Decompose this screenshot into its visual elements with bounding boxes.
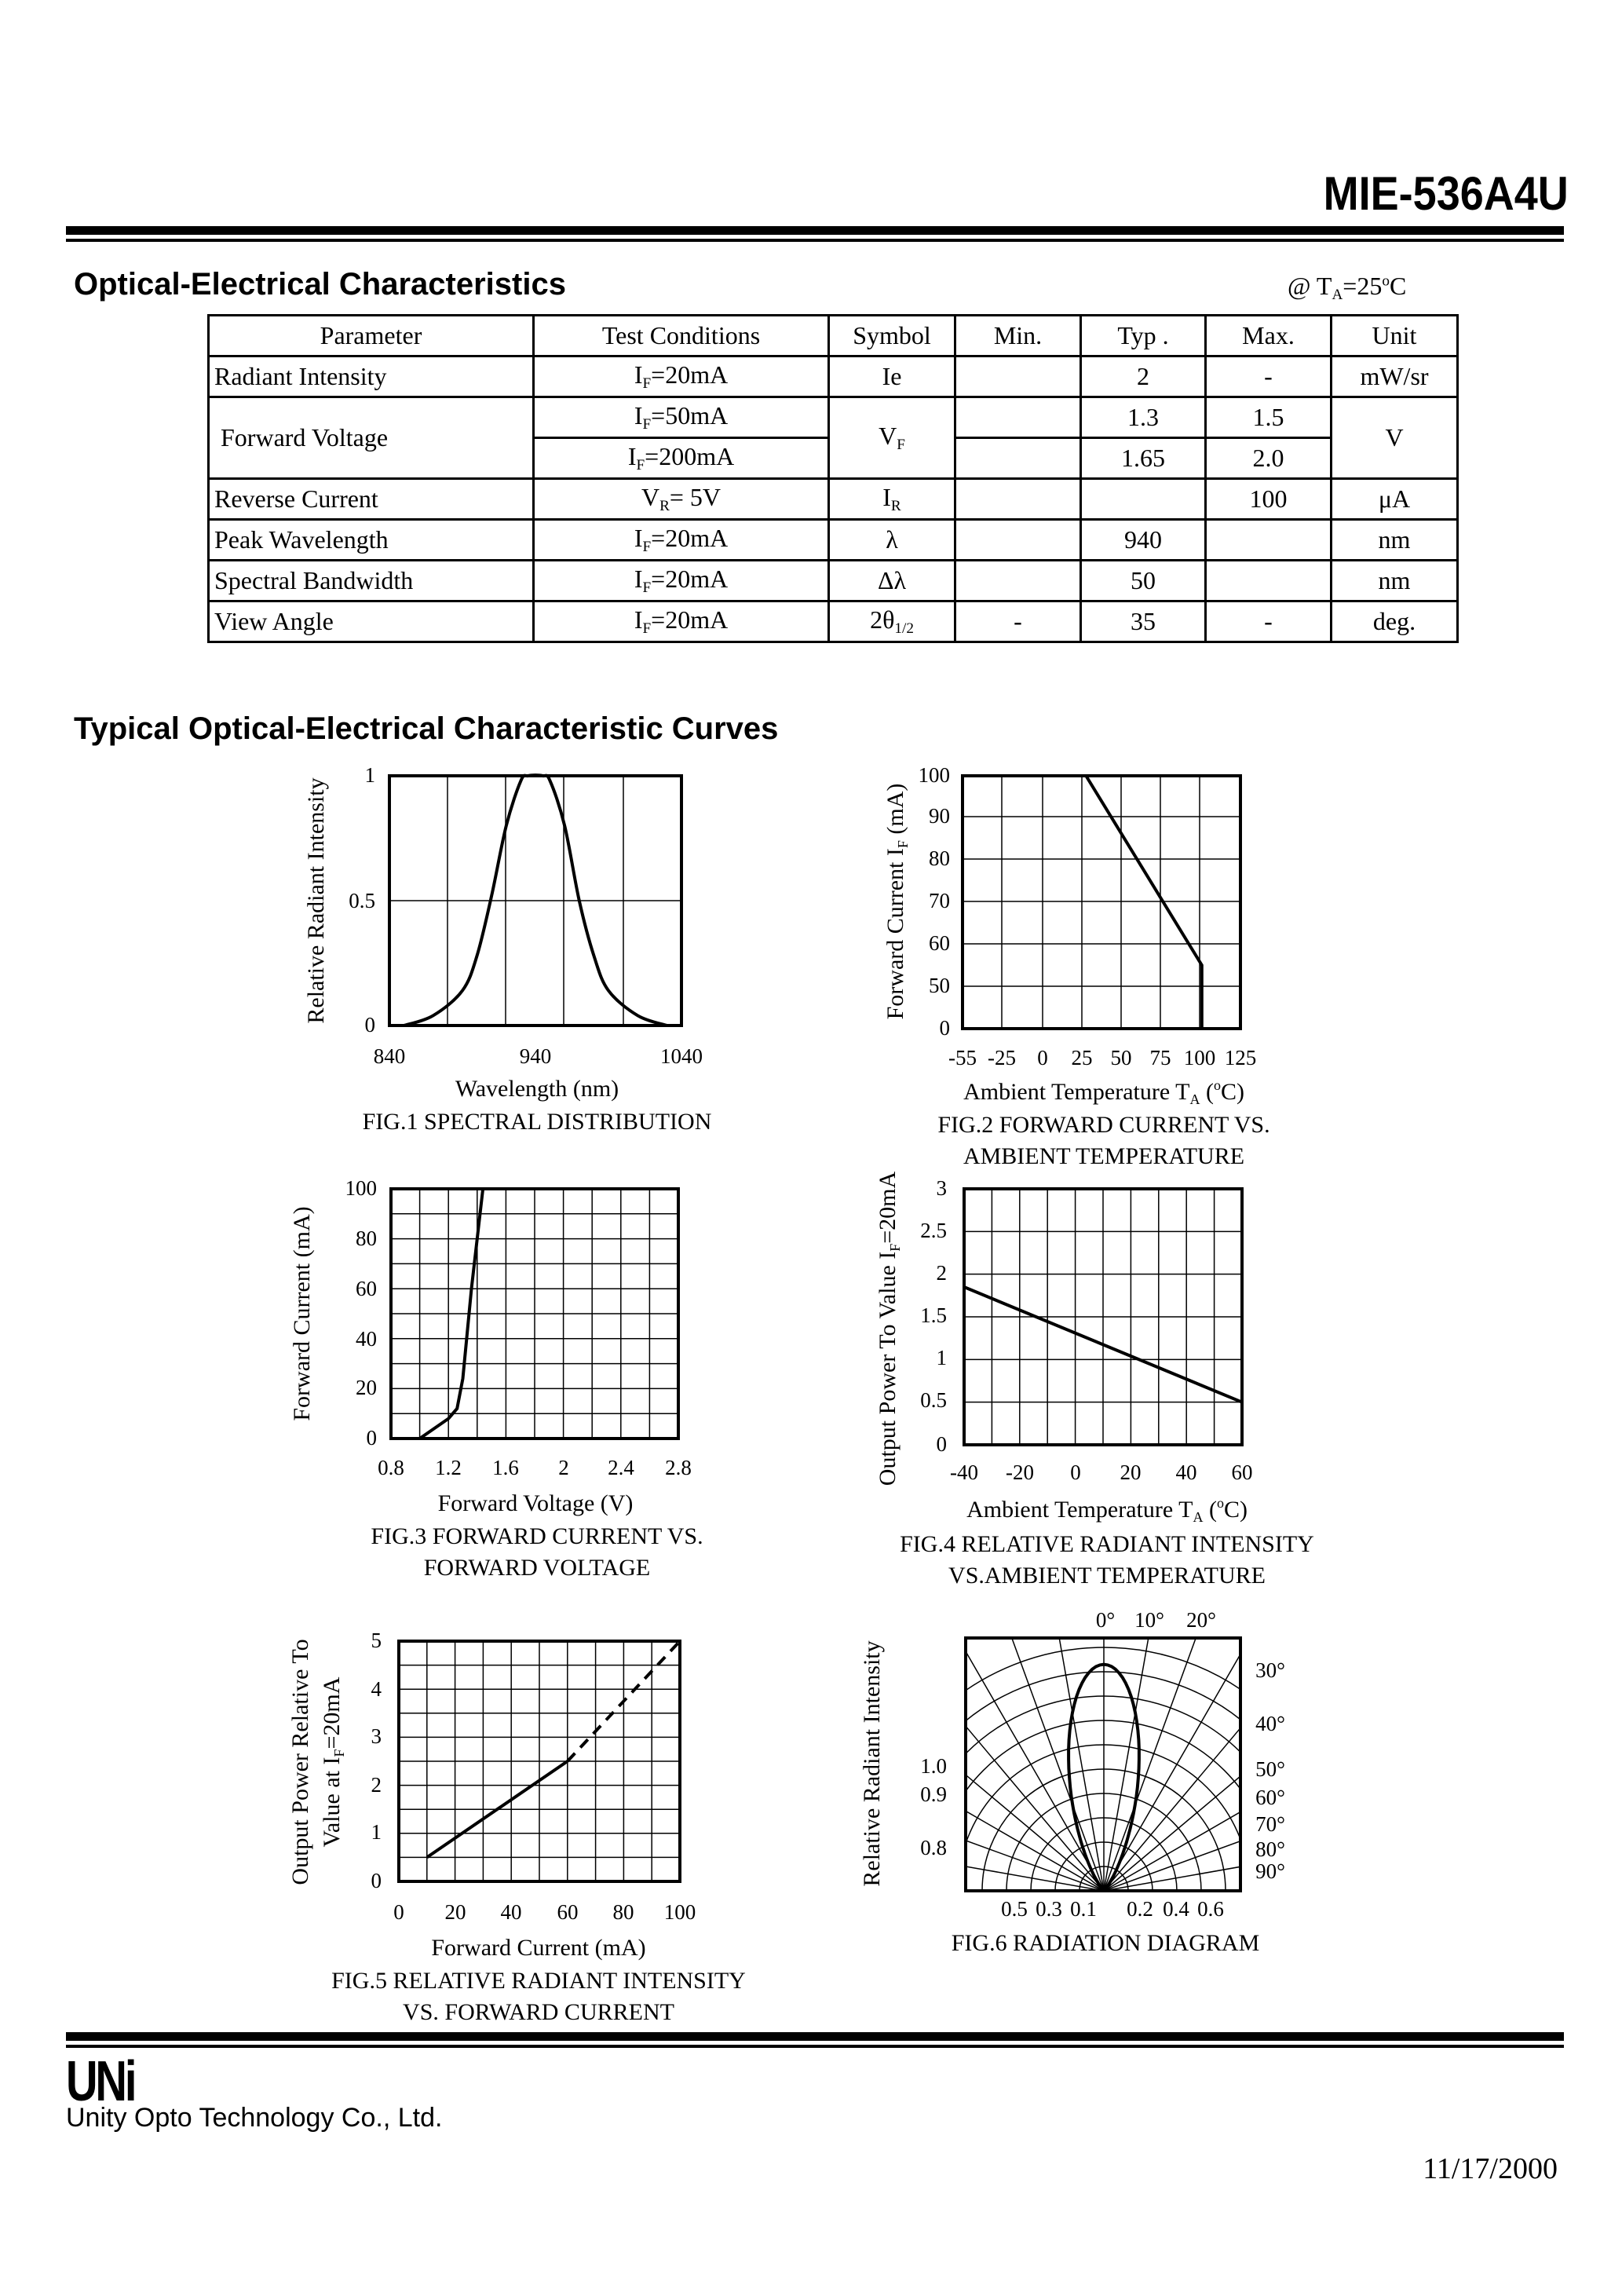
fig6-left-value: 1.0 [920, 1754, 947, 1778]
max-cell: 100 [1206, 479, 1332, 520]
fig6-bottom-value: 0.1 [1070, 1897, 1097, 1921]
fig6-right-angle: 30° [1255, 1658, 1285, 1682]
unit-cell: V [1332, 397, 1458, 479]
unit-cell: nm [1332, 561, 1458, 601]
condition-cell: $I_F=20mA$ [534, 561, 829, 601]
typ-cell: 2 [1081, 356, 1206, 397]
fig5-xlabel: Forward Current (mA) [431, 1935, 646, 1961]
parameter-cell: Forward Voltage [209, 397, 534, 479]
polar-spoke [1104, 1730, 1547, 1891]
fig5-xtick: 100 [663, 1900, 696, 1924]
fig2-xtick: 100 [1183, 1046, 1216, 1069]
fig2-xtick: -55 [948, 1046, 977, 1069]
fig6-right-angle: 70° [1255, 1812, 1285, 1836]
max-cell: - [1206, 601, 1332, 642]
symbol-cell: $I_R$ [829, 479, 955, 520]
condition-cell: $I_F=20mA$ [534, 601, 829, 642]
fig5-xtick: 80 [612, 1900, 634, 1924]
fig5-ytick: 1 [371, 1820, 382, 1844]
header-cell: Min. [955, 316, 1081, 356]
header-cell: Test Conditions [534, 316, 829, 356]
fig2-ytick: 70 [929, 889, 950, 912]
typ-cell: 1.3 [1081, 397, 1206, 438]
fig5-ytick: 5 [371, 1629, 382, 1652]
fig6-bottom-value: 0.5 [1001, 1897, 1028, 1921]
unit-cell: nm [1332, 520, 1458, 561]
fig1-ytick: 0.5 [349, 889, 375, 912]
fig2-ytick: 50 [929, 974, 950, 997]
fig3-grid [391, 1189, 678, 1439]
unit-cell: mW/sr [1332, 356, 1458, 397]
fig6-frame [966, 1638, 1240, 1891]
fig6-right-angle: 90° [1255, 1859, 1285, 1883]
fig6-top-angle: 20° [1186, 1608, 1216, 1632]
fig1-ylabel: Relative Radiant Intensity [303, 777, 329, 1024]
header-cell: Unit [1332, 316, 1458, 356]
fig6-right-angle: 50° [1255, 1757, 1285, 1781]
fig2-xtick: 0 [1037, 1046, 1048, 1069]
fig6-caption: FIG.6 RADIATION DIAGRAM [951, 1930, 1260, 1956]
fig4-xtick: 0 [1070, 1461, 1081, 1484]
fig2-caption: FIG.2 FORWARD CURRENT VS. [937, 1112, 1270, 1138]
fig4-ytick: 0.5 [920, 1388, 947, 1412]
fig5-ylabel-line1: Output Power Relative To [287, 1639, 313, 1885]
fig5-xtick: 20 [444, 1900, 466, 1924]
fig2-xtick: 75 [1149, 1046, 1171, 1069]
fig2-frame [963, 776, 1240, 1029]
fig3-caption: FIG.3 FORWARD CURRENT VS. [371, 1523, 703, 1549]
symbol-cell: $V_F$ [829, 397, 955, 479]
fig1-xtick: 940 [519, 1044, 552, 1068]
parameter-cell: Reverse Current [209, 479, 534, 520]
conditions-note: @ $T_A=25^oC$ [1288, 272, 1407, 303]
fig2-xlabel: Ambient Temperature $T_A$ ($^o$C) [963, 1077, 1244, 1107]
symbol-cell: Δλ [829, 561, 955, 601]
max-cell: 2.0 [1206, 438, 1332, 479]
unit-cell: μA [1332, 479, 1458, 520]
fig1-spectral-distribution [303, 763, 711, 1135]
uni-logo: UNi [66, 2050, 135, 2113]
header-cell: Typ . [1081, 316, 1206, 356]
fig4-ytick: 1 [936, 1346, 947, 1369]
fig6-left-value: 0.8 [920, 1836, 947, 1859]
fig6-top-angle: 10° [1134, 1608, 1164, 1632]
fig2-xtick: 25 [1071, 1046, 1093, 1069]
curves-title: Typical Optical-Electrical Characteristic Curves [74, 711, 779, 746]
fig1-ytick: 0 [364, 1013, 375, 1036]
footer-rule-thick [66, 2032, 1564, 2041]
optical-table-title: Optical-Electrical Characteristics [74, 267, 566, 302]
condition-cell: $I_F=50mA$ [534, 397, 829, 438]
fig2-ytick: 100 [918, 763, 950, 787]
fig3-ytick: 60 [356, 1277, 377, 1300]
fig2-ylabel: Forward Current $I_F$ (mA) [882, 783, 911, 1020]
condition-cell: $I_F=20mA$ [534, 520, 829, 561]
fig5-caption: VS. FORWARD CURRENT [403, 1999, 674, 2025]
parameter-cell: Radiant Intensity [209, 356, 534, 397]
fig2-ytick: 80 [929, 846, 950, 870]
condition-cell: $I_F=200mA$ [534, 438, 829, 479]
fig3-xtick: 2.4 [608, 1456, 634, 1479]
fig6-bottom-value: 0.6 [1197, 1897, 1224, 1921]
fig3-xlabel: Forward Voltage (V) [437, 1490, 634, 1516]
fig1-caption: FIG.1 SPECTRAL DISTRIBUTION [362, 1109, 712, 1135]
typ-cell: 35 [1081, 601, 1206, 642]
fig1-xlabel: Wavelength (nm) [455, 1076, 619, 1102]
fig3-xtick: 1.6 [492, 1456, 519, 1479]
header-cell: Symbol [829, 316, 955, 356]
fig5-ytick: 2 [371, 1773, 382, 1797]
fig3-ytick: 0 [366, 1426, 377, 1450]
fig6-right-angle: 80° [1255, 1837, 1285, 1861]
fig2-xtick: 125 [1224, 1046, 1257, 1069]
fig2-curve [1086, 776, 1202, 1029]
fig2-ytick: 90 [929, 804, 950, 828]
fig2-caption: AMBIENT TEMPERATURE [963, 1143, 1245, 1169]
fig4-caption: VS.AMBIENT TEMPERATURE [948, 1563, 1266, 1589]
fig5-xtick: 60 [557, 1900, 579, 1924]
fig1-xtick: 1040 [660, 1044, 703, 1068]
fig4-grid [964, 1189, 1242, 1445]
fig6-right-angle: 40° [1255, 1712, 1285, 1735]
polar-spoke [1104, 1655, 1512, 1891]
company-name: Unity Opto Technology Co., Ltd. [66, 2103, 443, 2133]
fig6-bottom-value: 0.3 [1036, 1897, 1062, 1921]
min-cell: - [955, 601, 1081, 642]
polar-spoke [696, 1655, 1104, 1891]
document-date: 11/17/2000 [1423, 2152, 1558, 2185]
part-number: MIE-536A4U [1323, 167, 1569, 220]
footer-rule-thin [66, 2045, 1564, 2048]
unit-cell: deg. [1332, 601, 1458, 642]
fig1-xtick: 840 [373, 1044, 406, 1068]
fig6-polar-grid [633, 1420, 1575, 2134]
max-cell: 1.5 [1206, 397, 1332, 438]
fig2-ytick: 60 [929, 931, 950, 955]
fig5-grid [399, 1641, 680, 1881]
fig4-ytick: 2.5 [920, 1219, 947, 1242]
fig3-xtick: 1.2 [435, 1456, 462, 1479]
fig4-ytick: 3 [936, 1176, 947, 1200]
max-cell: - [1206, 356, 1332, 397]
fig4-ytick: 2 [936, 1261, 947, 1285]
fig4-xtick: 20 [1120, 1461, 1142, 1484]
fig6-radiation-diagram [633, 1420, 1575, 2134]
fig3-ytick: 100 [345, 1176, 377, 1200]
polar-spoke [1104, 1809, 1568, 1891]
symbol-cell: λ [829, 520, 955, 561]
fig5-ytick: 3 [371, 1724, 382, 1748]
fig3-xtick: 2 [558, 1456, 569, 1479]
fig3-ytick: 20 [356, 1376, 377, 1399]
fig6-left-value: 0.9 [920, 1782, 947, 1806]
fig5-ytick: 4 [371, 1677, 382, 1701]
fig3-caption: FORWARD VOLTAGE [423, 1555, 651, 1581]
fig2-ytick: 0 [939, 1016, 950, 1040]
header-cell: Max. [1206, 316, 1332, 356]
fig4-ylabel: Output Power To Value $I_F=20mA$ [875, 1171, 903, 1486]
fig5-caption: FIG.5 RELATIVE RADIANT INTENSITY [331, 1968, 746, 1994]
condition-cell: $I_F=20mA$ [534, 356, 829, 397]
parameter-cell: View Angle [209, 601, 534, 642]
fig3-xtick: 2.8 [665, 1456, 692, 1479]
fig6-right-angle: 60° [1255, 1786, 1285, 1809]
symbol-cell: Ie [829, 356, 955, 397]
fig4-caption: FIG.4 RELATIVE RADIANT INTENSITY [900, 1531, 1314, 1557]
fig6-ylabel: Relative Radiant Intensity [859, 1640, 885, 1887]
fig6-bottom-value: 0.2 [1127, 1897, 1153, 1921]
fig3-xtick: 0.8 [378, 1456, 404, 1479]
condition-cell: $V_R= 5V$ [534, 479, 829, 520]
fig3-ytick: 40 [356, 1327, 377, 1351]
fig2-forward-current-vs-temperature [882, 763, 1270, 1169]
fig5-xtick: 40 [500, 1900, 522, 1924]
fig2-xtick: -25 [988, 1046, 1016, 1069]
fig5-ytick: 0 [371, 1869, 382, 1892]
symbol-cell: $2\theta_{1/2}$ [829, 601, 955, 642]
parameter-cell: Peak Wavelength [209, 520, 534, 561]
fig4-radiant-intensity-vs-temperature [875, 1171, 1314, 1589]
fig4-ytick: 1.5 [920, 1303, 947, 1327]
fig4-xlabel: Ambient Temperature $T_A$ ($^o$C) [966, 1495, 1248, 1525]
fig3-ylabel: Forward Current (mA) [289, 1206, 315, 1421]
fig5-xtick: 0 [393, 1900, 404, 1924]
header-cell: Parameter [209, 316, 534, 356]
fig4-xtick: -40 [950, 1461, 978, 1484]
typ-cell: 1.65 [1081, 438, 1206, 479]
fig2-xtick: 50 [1110, 1046, 1132, 1069]
fig5-ylabel-line2: Value at $I_F=20mA$ [319, 1676, 347, 1848]
fig5-radiant-intensity-vs-current [287, 1629, 746, 2025]
fig6-top-angle: 0° [1095, 1608, 1116, 1632]
fig3-forward-current-vs-voltage [289, 1176, 703, 1581]
fig4-ytick: 0 [936, 1432, 947, 1456]
fig6-bottom-value: 0.4 [1163, 1897, 1189, 1921]
typ-cell: 50 [1081, 561, 1206, 601]
parameter-cell: Spectral Bandwidth [209, 561, 534, 601]
typ-cell: 940 [1081, 520, 1206, 561]
fig4-xtick: -20 [1006, 1461, 1034, 1484]
fig4-xtick: 60 [1231, 1461, 1253, 1484]
fig1-ytick: 1 [364, 763, 375, 787]
fig3-ytick: 80 [356, 1227, 377, 1250]
fig4-xtick: 40 [1175, 1461, 1197, 1484]
